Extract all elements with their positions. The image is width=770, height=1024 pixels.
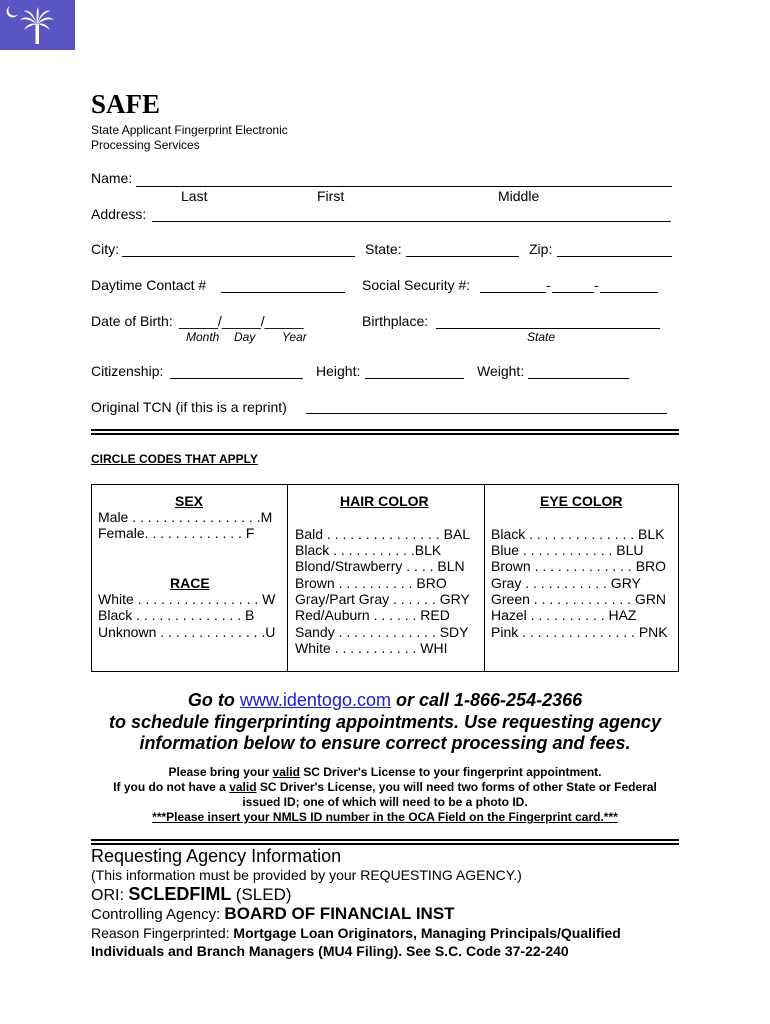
eye-option-blue[interactable]: Blue . . . . . . . . . . . . BLU [491,542,644,558]
birthplace-state-caption: State [527,330,556,344]
name-field[interactable] [136,186,672,187]
dob-day-caption: Day [234,330,256,344]
notice-line-2: If you do not have a valid SC Driver's License, you will need two forms of other State or Federal [113,780,657,794]
citizenship-field[interactable] [170,378,303,379]
zip-field[interactable] [557,256,672,257]
ssn-field-2[interactable] [552,292,594,293]
eye-option-gray[interactable]: Gray . . . . . . . . . . . GRY [491,575,641,591]
birthplace-field[interactable] [436,328,660,329]
last-caption: Last [181,188,208,204]
dob-month-caption: Month [186,330,220,344]
sex-option-male[interactable]: Male . . . . . . . . . . . . . . . . .M [98,509,273,525]
agency-note: (This information must be provided by your REQUESTING AGENCY.) [91,867,522,883]
race-option-black[interactable]: Black . . . . . . . . . . . . . . B [98,607,255,623]
ssn-field-1[interactable] [480,292,546,293]
dob-field[interactable]: _____/_____/_____ [179,313,304,329]
circle-codes-heading: CIRCLE CODES THAT APPLY [91,452,258,466]
notice-line-3: issued ID; one of which will need to be a photo ID. [242,795,528,809]
palmetto-flag-logo [0,0,75,50]
race-heading: RACE [170,575,210,591]
hair-option-blond[interactable]: Blond/Strawberry . . . . BLN [295,558,465,574]
reason-value-1: Mortgage Loan Originators, Managing Principals/Qualified [233,925,621,941]
dob-year-caption: Year [282,330,307,344]
controlling-agency-row: Controlling Agency: BOARD OF FINANCIAL INST [91,904,455,923]
ssn-label: Social Security #: [362,277,471,293]
reason-row: Reason Fingerprinted: Mortgage Loan Originators, Managing Principals/Qualified [91,925,621,941]
daytime-contact-field[interactable] [221,292,345,293]
address-label: Address: [91,206,147,222]
hair-option-brown[interactable]: Brown . . . . . . . . . . BRO [295,575,447,591]
race-option-unknown[interactable]: Unknown . . . . . . . . . . . . . .U [98,624,276,640]
first-caption: First [317,188,345,204]
hair-option-gray[interactable]: Gray/Part Gray . . . . . . GRY [295,591,470,607]
weight-label: Weight: [477,363,525,379]
zip-label: Zip: [529,241,553,257]
org-subtitle-1: State Applicant Fingerprint Electronic [91,123,288,137]
notice-line-4: ***Please insert your NMLS ID number in the OCA Field on the Fingerprint card.*** [152,810,618,824]
ori-value: SCLEDFIML [128,884,232,904]
ssn-field-3[interactable] [600,292,658,293]
hair-option-bald[interactable]: Bald . . . . . . . . . . . . . . . BAL [295,526,471,542]
agency-divider [91,839,679,845]
middle-caption: Middle [498,188,540,204]
eye-option-green[interactable]: Green . . . . . . . . . . . . . GRN [491,591,667,607]
weight-field[interactable] [528,378,629,379]
eye-option-pink[interactable]: Pink . . . . . . . . . . . . . . . PNK [491,624,668,640]
sex-heading: SEX [175,493,204,509]
tcn-label: Original TCN (if this is a reprint) [91,399,287,415]
eye-option-hazel[interactable]: Hazel . . . . . . . . . . HAZ [491,607,637,623]
race-option-white[interactable]: White . . . . . . . . . . . . . . . . W [98,591,276,607]
hair-option-white[interactable]: White . . . . . . . . . . . WHI [295,640,448,656]
hair-heading: HAIR COLOR [340,493,429,509]
cta-line-3: information below to ensure correct processing and fees. [139,733,631,753]
height-field[interactable] [365,378,464,379]
section-divider [91,429,679,435]
birthplace-label: Birthplace: [362,313,429,329]
agency-heading: Requesting Agency Information [91,846,342,866]
hair-option-red[interactable]: Red/Auburn . . . . . . RED [295,607,450,623]
state-field[interactable] [406,256,519,257]
daytime-contact-label: Daytime Contact # [91,277,207,293]
sex-option-female[interactable]: Female. . . . . . . . . . . . . F [98,525,255,541]
cta-line-2: to schedule fingerprinting appointments. Use requesting agency [108,712,662,732]
citizenship-label: Citizenship: [91,363,164,379]
dob-label: Date of Birth: [91,313,173,329]
org-subtitle-2: Processing Services [91,138,200,152]
reason-value-2: Individuals and Branch Managers (MU4 Filing). See S.C. Code 37-22-240 [91,943,569,959]
identogo-link[interactable]: www.identogo.com [239,690,391,710]
eye-option-black[interactable]: Black . . . . . . . . . . . . . . BLK [491,526,665,542]
hair-option-black[interactable]: Black . . . . . . . . . . .BLK [295,542,442,558]
height-label: Height: [316,363,361,379]
ori-row: ORI: SCLEDFIML (SLED) [91,884,292,904]
hair-option-sandy[interactable]: Sandy . . . . . . . . . . . . . SDY [295,624,469,640]
cta-line-1: Go to www.identogo.com or call 1-866-254-2366 [187,690,583,710]
eye-heading: EYE COLOR [540,493,623,509]
name-label: Name: [91,170,133,186]
city-label: City: [91,241,119,257]
org-title: SAFE [91,89,161,119]
notice-line-1: Please bring your valid SC Driver's License to your fingerprint appointment. [168,765,602,779]
ori-sled: (SLED) [235,885,292,904]
address-field[interactable] [152,221,671,222]
state-label: State: [365,241,402,257]
eye-option-brown[interactable]: Brown . . . . . . . . . . . . . BRO [491,558,667,574]
controlling-agency-value: BOARD OF FINANCIAL INST [224,904,455,923]
tcn-field[interactable] [306,413,667,414]
city-field[interactable] [122,256,355,257]
